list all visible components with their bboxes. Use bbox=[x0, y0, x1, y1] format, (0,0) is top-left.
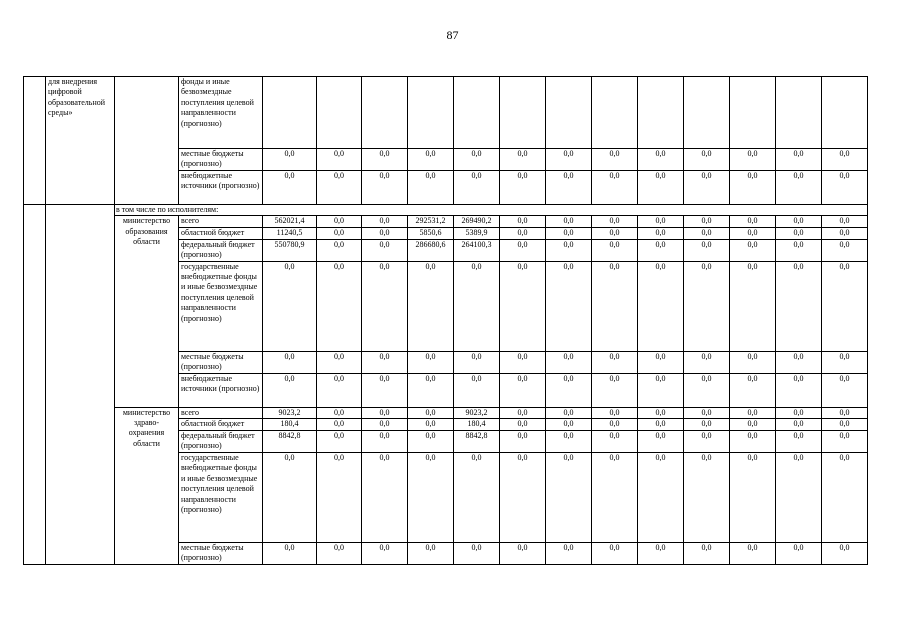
value-cell: 0,0 bbox=[776, 351, 822, 373]
table-row bbox=[24, 407, 868, 418]
value-cell: 0,0 bbox=[592, 431, 638, 453]
value-cell: 0,0 bbox=[684, 149, 730, 171]
value-cell: 0,0 bbox=[730, 543, 776, 565]
value-cell: 0,0 bbox=[592, 239, 638, 261]
value-cell: 0,0 bbox=[730, 373, 776, 407]
value-cell: 264100,3 bbox=[454, 239, 500, 261]
value-cell: 0,0 bbox=[776, 227, 822, 239]
value-cell: 0,0 bbox=[822, 261, 868, 351]
value-cell: 0,0 bbox=[408, 407, 454, 418]
value-cell: 0,0 bbox=[317, 351, 362, 373]
value-cell: 0,0 bbox=[822, 373, 868, 407]
value-cell: 0,0 bbox=[546, 431, 592, 453]
value-cell: 0,0 bbox=[592, 170, 638, 204]
funding-source-cell: государственные внебюджетные фонды и иные безвозмездные поступления целевой направленности (прогнозно) bbox=[179, 261, 263, 351]
page-number: 87 bbox=[446, 28, 459, 42]
value-cell: 0,0 bbox=[408, 419, 454, 431]
value-cell: 0,0 bbox=[776, 453, 822, 543]
value-cell: 0,0 bbox=[500, 239, 546, 261]
funding-source-cell: областной бюджет bbox=[179, 419, 263, 431]
funding-source-cell: местные бюджеты (прогнозно) bbox=[179, 351, 263, 373]
value-cell: 0,0 bbox=[684, 170, 730, 204]
funding-source-cell: всего bbox=[179, 216, 263, 227]
value-cell: 0,0 bbox=[638, 419, 684, 431]
value-cell: 0,0 bbox=[776, 431, 822, 453]
value-cell: 0,0 bbox=[317, 543, 362, 565]
value-cell bbox=[263, 77, 317, 149]
value-cell: 0,0 bbox=[263, 543, 317, 565]
value-cell: 0,0 bbox=[822, 227, 868, 239]
value-cell: 0,0 bbox=[317, 170, 362, 204]
value-cell: 0,0 bbox=[546, 149, 592, 171]
value-cell: 0,0 bbox=[684, 216, 730, 227]
value-cell: 269490,2 bbox=[454, 216, 500, 227]
value-cell: 0,0 bbox=[546, 351, 592, 373]
value-cell: 0,0 bbox=[546, 227, 592, 239]
value-cell: 0,0 bbox=[546, 543, 592, 565]
value-cell: 0,0 bbox=[638, 373, 684, 407]
value-cell: 0,0 bbox=[454, 261, 500, 351]
value-cell: 0,0 bbox=[362, 351, 408, 373]
value-cell: 0,0 bbox=[684, 419, 730, 431]
value-cell: 0,0 bbox=[776, 543, 822, 565]
value-cell bbox=[684, 77, 730, 149]
budget-table-body bbox=[24, 77, 868, 565]
value-cell: 0,0 bbox=[822, 453, 868, 543]
value-cell: 0,0 bbox=[546, 216, 592, 227]
value-cell: 0,0 bbox=[408, 543, 454, 565]
value-cell: 0,0 bbox=[776, 239, 822, 261]
value-cell: 180,4 bbox=[263, 419, 317, 431]
value-cell bbox=[776, 77, 822, 149]
value-cell: 0,0 bbox=[776, 170, 822, 204]
value-cell: 0,0 bbox=[638, 227, 684, 239]
value-cell: 0,0 bbox=[454, 351, 500, 373]
program-name-cell bbox=[46, 204, 115, 564]
value-cell: 0,0 bbox=[362, 407, 408, 418]
value-cell: 0,0 bbox=[776, 149, 822, 171]
value-cell: 0,0 bbox=[317, 239, 362, 261]
value-cell: 8842,8 bbox=[263, 431, 317, 453]
value-cell: 8842,8 bbox=[454, 431, 500, 453]
value-cell: 0,0 bbox=[500, 543, 546, 565]
value-cell bbox=[638, 77, 684, 149]
value-cell: 0,0 bbox=[362, 419, 408, 431]
value-cell: 0,0 bbox=[408, 453, 454, 543]
funding-source-cell: внебюджетные источники (прогнозно) bbox=[179, 170, 263, 204]
table-row bbox=[24, 77, 868, 149]
value-cell: 180,4 bbox=[454, 419, 500, 431]
value-cell: 0,0 bbox=[592, 419, 638, 431]
value-cell: 0,0 bbox=[684, 431, 730, 453]
value-cell: 0,0 bbox=[592, 453, 638, 543]
value-cell: 0,0 bbox=[454, 170, 500, 204]
funding-source-cell: государственные внебюджетные фонды и иные безвозмездные поступления целевой направленности (прогнозно) bbox=[179, 453, 263, 543]
value-cell: 0,0 bbox=[362, 216, 408, 227]
value-cell: 0,0 bbox=[263, 261, 317, 351]
value-cell: 550780,9 bbox=[263, 239, 317, 261]
value-cell bbox=[454, 77, 500, 149]
funding-source-cell: фонды и иные безвозмездные поступления целевой направленности (прогнозно) bbox=[179, 77, 263, 149]
value-cell: 0,0 bbox=[317, 419, 362, 431]
value-cell: 0,0 bbox=[730, 149, 776, 171]
value-cell: 0,0 bbox=[500, 407, 546, 418]
value-cell: 0,0 bbox=[822, 170, 868, 204]
value-cell: 0,0 bbox=[546, 453, 592, 543]
funding-source-cell: местные бюджеты (прогнозно) bbox=[179, 149, 263, 171]
value-cell: 0,0 bbox=[263, 170, 317, 204]
value-cell: 0,0 bbox=[822, 149, 868, 171]
value-cell: 0,0 bbox=[500, 216, 546, 227]
value-cell: 0,0 bbox=[638, 431, 684, 453]
value-cell: 0,0 bbox=[500, 261, 546, 351]
value-cell: 0,0 bbox=[684, 373, 730, 407]
value-cell: 0,0 bbox=[500, 149, 546, 171]
value-cell bbox=[408, 77, 454, 149]
value-cell: 0,0 bbox=[638, 261, 684, 351]
funding-source-cell: федеральный бюджет (прогнозно) bbox=[179, 239, 263, 261]
value-cell: 0,0 bbox=[317, 216, 362, 227]
value-cell: 0,0 bbox=[362, 543, 408, 565]
value-cell: 0,0 bbox=[730, 431, 776, 453]
value-cell: 0,0 bbox=[454, 543, 500, 565]
executor-cell: министерство здраво-охранения области bbox=[115, 407, 179, 564]
funding-source-cell: федеральный бюджет (прогнозно) bbox=[179, 431, 263, 453]
value-cell: 0,0 bbox=[546, 261, 592, 351]
program-name-cell: для внедрения цифровой образовательной среды» bbox=[46, 77, 115, 205]
value-cell: 0,0 bbox=[454, 149, 500, 171]
value-cell: 0,0 bbox=[638, 543, 684, 565]
value-cell: 0,0 bbox=[317, 261, 362, 351]
table-row bbox=[24, 216, 868, 227]
value-cell: 0,0 bbox=[822, 543, 868, 565]
value-cell: 0,0 bbox=[684, 261, 730, 351]
value-cell: 0,0 bbox=[638, 351, 684, 373]
value-cell: 0,0 bbox=[263, 453, 317, 543]
value-cell: 0,0 bbox=[730, 261, 776, 351]
value-cell: 0,0 bbox=[317, 453, 362, 543]
value-cell bbox=[822, 77, 868, 149]
value-cell: 0,0 bbox=[317, 149, 362, 171]
value-cell: 0,0 bbox=[592, 351, 638, 373]
value-cell: 0,0 bbox=[408, 351, 454, 373]
section-label: в том числе по исполнителям: bbox=[115, 204, 868, 215]
value-cell: 0,0 bbox=[546, 170, 592, 204]
value-cell: 9023,2 bbox=[263, 407, 317, 418]
value-cell: 0,0 bbox=[684, 407, 730, 418]
funding-source-cell: внебюджетные источники (прогнозно) bbox=[179, 373, 263, 407]
funding-source-cell: областной бюджет bbox=[179, 227, 263, 239]
value-cell: 0,0 bbox=[730, 216, 776, 227]
executor-cell bbox=[115, 77, 179, 205]
value-cell bbox=[317, 77, 362, 149]
value-cell: 0,0 bbox=[592, 407, 638, 418]
value-cell: 0,0 bbox=[730, 170, 776, 204]
value-cell: 562021,4 bbox=[263, 216, 317, 227]
value-cell: 0,0 bbox=[500, 419, 546, 431]
value-cell: 0,0 bbox=[730, 227, 776, 239]
value-cell: 0,0 bbox=[362, 227, 408, 239]
value-cell: 0,0 bbox=[638, 149, 684, 171]
value-cell: 0,0 bbox=[638, 453, 684, 543]
value-cell: 5389,9 bbox=[454, 227, 500, 239]
value-cell: 0,0 bbox=[638, 407, 684, 418]
value-cell: 0,0 bbox=[822, 351, 868, 373]
value-cell: 0,0 bbox=[822, 216, 868, 227]
value-cell: 0,0 bbox=[684, 351, 730, 373]
value-cell: 0,0 bbox=[317, 431, 362, 453]
value-cell: 11240,5 bbox=[263, 227, 317, 239]
value-cell: 0,0 bbox=[822, 431, 868, 453]
value-cell: 286680,6 bbox=[408, 239, 454, 261]
value-cell: 0,0 bbox=[408, 149, 454, 171]
value-cell: 0,0 bbox=[263, 351, 317, 373]
value-cell: 0,0 bbox=[317, 407, 362, 418]
value-cell: 0,0 bbox=[684, 543, 730, 565]
value-cell: 9023,2 bbox=[454, 407, 500, 418]
value-cell: 0,0 bbox=[684, 239, 730, 261]
budget-table bbox=[23, 76, 868, 565]
row-number-cell bbox=[24, 77, 46, 205]
value-cell: 0,0 bbox=[592, 261, 638, 351]
value-cell: 0,0 bbox=[500, 170, 546, 204]
value-cell: 0,0 bbox=[730, 351, 776, 373]
value-cell: 0,0 bbox=[263, 373, 317, 407]
value-cell: 0,0 bbox=[638, 239, 684, 261]
value-cell bbox=[362, 77, 408, 149]
value-cell: 0,0 bbox=[500, 351, 546, 373]
value-cell: 0,0 bbox=[362, 239, 408, 261]
value-cell: 292531,2 bbox=[408, 216, 454, 227]
value-cell: 0,0 bbox=[776, 373, 822, 407]
value-cell: 0,0 bbox=[592, 373, 638, 407]
value-cell: 0,0 bbox=[500, 227, 546, 239]
value-cell: 0,0 bbox=[500, 373, 546, 407]
value-cell: 0,0 bbox=[684, 453, 730, 543]
value-cell: 5850,6 bbox=[408, 227, 454, 239]
value-cell: 0,0 bbox=[776, 407, 822, 418]
value-cell: 0,0 bbox=[546, 373, 592, 407]
value-cell bbox=[546, 77, 592, 149]
value-cell: 0,0 bbox=[408, 261, 454, 351]
value-cell: 0,0 bbox=[546, 419, 592, 431]
value-cell: 0,0 bbox=[776, 261, 822, 351]
value-cell: 0,0 bbox=[592, 149, 638, 171]
value-cell bbox=[500, 77, 546, 149]
value-cell: 0,0 bbox=[362, 453, 408, 543]
value-cell: 0,0 bbox=[408, 373, 454, 407]
value-cell: 0,0 bbox=[730, 407, 776, 418]
value-cell: 0,0 bbox=[592, 216, 638, 227]
value-cell: 0,0 bbox=[500, 431, 546, 453]
value-cell: 0,0 bbox=[822, 407, 868, 418]
value-cell: 0,0 bbox=[454, 373, 500, 407]
row-number-cell bbox=[24, 204, 46, 564]
value-cell: 0,0 bbox=[263, 149, 317, 171]
value-cell: 0,0 bbox=[317, 227, 362, 239]
funding-source-cell: местные бюджеты (прогнозно) bbox=[179, 543, 263, 565]
value-cell: 0,0 bbox=[730, 239, 776, 261]
value-cell: 0,0 bbox=[684, 227, 730, 239]
value-cell: 0,0 bbox=[730, 419, 776, 431]
value-cell: 0,0 bbox=[500, 453, 546, 543]
funding-source-cell: всего bbox=[179, 407, 263, 418]
executor-cell: министерство образования области bbox=[115, 216, 179, 407]
value-cell: 0,0 bbox=[730, 453, 776, 543]
value-cell: 0,0 bbox=[592, 227, 638, 239]
value-cell bbox=[730, 77, 776, 149]
value-cell: 0,0 bbox=[317, 373, 362, 407]
value-cell: 0,0 bbox=[638, 170, 684, 204]
value-cell: 0,0 bbox=[638, 216, 684, 227]
value-cell: 0,0 bbox=[546, 239, 592, 261]
value-cell: 0,0 bbox=[776, 419, 822, 431]
value-cell: 0,0 bbox=[822, 239, 868, 261]
value-cell: 0,0 bbox=[362, 261, 408, 351]
value-cell: 0,0 bbox=[592, 543, 638, 565]
value-cell: 0,0 bbox=[362, 149, 408, 171]
value-cell bbox=[592, 77, 638, 149]
value-cell: 0,0 bbox=[362, 170, 408, 204]
value-cell: 0,0 bbox=[546, 407, 592, 418]
table-row bbox=[24, 204, 868, 215]
value-cell: 0,0 bbox=[408, 431, 454, 453]
value-cell: 0,0 bbox=[408, 170, 454, 204]
value-cell: 0,0 bbox=[454, 453, 500, 543]
value-cell: 0,0 bbox=[362, 373, 408, 407]
value-cell: 0,0 bbox=[822, 419, 868, 431]
value-cell: 0,0 bbox=[362, 431, 408, 453]
value-cell: 0,0 bbox=[776, 216, 822, 227]
